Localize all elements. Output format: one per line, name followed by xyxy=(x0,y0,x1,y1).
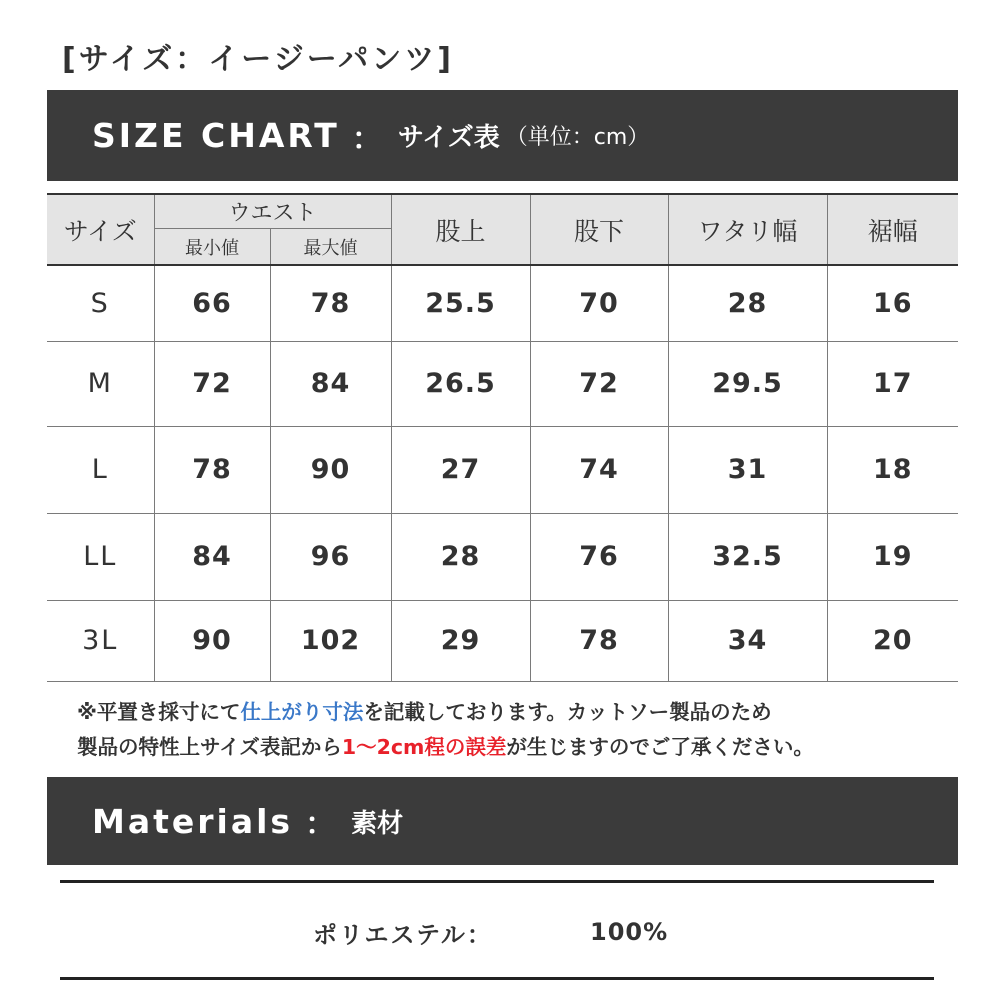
hem-width-cell: 16 xyxy=(827,265,958,341)
measurement-notes xyxy=(77,695,814,765)
inseam-cell: 74 xyxy=(530,426,668,513)
inseam-cell: 70 xyxy=(530,265,668,341)
hem-width-cell: 19 xyxy=(827,513,958,600)
thigh-width-cell: 34 xyxy=(668,600,827,681)
header-waist-min: 最小値 xyxy=(154,229,270,266)
note-text: を記載しております。カットソー製品のため xyxy=(363,700,772,724)
waist-min-cell: 84 xyxy=(154,513,270,600)
note-text: 製品の特性上サイズ表記から xyxy=(77,735,342,759)
inseam-cell: 72 xyxy=(530,341,668,426)
note-text: ※平置き採寸にて xyxy=(77,700,241,724)
table-row xyxy=(47,513,958,600)
rise-cell: 25.5 xyxy=(391,265,530,341)
waist-max-cell: 78 xyxy=(270,265,391,341)
material-name: ポリエステル： xyxy=(313,920,493,949)
hem-width-cell: 17 xyxy=(827,341,958,426)
size-label-cell: S xyxy=(47,265,154,341)
header-size: サイズ xyxy=(47,194,154,265)
table-row xyxy=(47,426,958,513)
size-label-cell: LL xyxy=(47,513,154,600)
header-rise: 股上 xyxy=(391,194,530,265)
header-inseam: 股下 xyxy=(530,194,668,265)
waist-max-cell: 102 xyxy=(270,600,391,681)
hem-width-cell: 18 xyxy=(827,426,958,513)
note-text: が生じますのでご了承ください。 xyxy=(506,735,814,759)
table-row xyxy=(47,600,958,681)
note-highlight-finished-size: 仕上がり寸法 xyxy=(240,700,364,724)
note-highlight-tolerance: 1〜2cm程の誤差 xyxy=(341,735,507,759)
waist-min-cell: 66 xyxy=(154,265,270,341)
inseam-cell: 78 xyxy=(530,600,668,681)
inseam-cell: 76 xyxy=(530,513,668,600)
size-chart-heading-ja: サイズ表 xyxy=(397,123,500,153)
rise-cell: 26.5 xyxy=(391,341,530,426)
thigh-width-cell: 31 xyxy=(668,426,827,513)
materials-heading-ja: 素材 xyxy=(351,808,404,839)
size-label-cell: L xyxy=(47,426,154,513)
material-row xyxy=(60,884,934,980)
thigh-width-cell: 32.5 xyxy=(668,513,827,600)
hem-width-cell: 20 xyxy=(827,600,958,681)
materials-banner xyxy=(47,777,958,865)
divider-top xyxy=(60,880,934,883)
waist-min-cell: 78 xyxy=(154,426,270,513)
divider-bottom xyxy=(60,977,934,980)
rise-cell: 29 xyxy=(391,600,530,681)
page-title: [サイズ：イージーパンツ] xyxy=(62,42,454,77)
rise-cell: 27 xyxy=(391,426,530,513)
waist-min-cell: 90 xyxy=(154,600,270,681)
size-chart-unit: （単位：cm） xyxy=(505,125,650,150)
materials-heading: Materials xyxy=(92,801,294,841)
waist-max-cell: 96 xyxy=(270,513,391,600)
note-line-2 xyxy=(77,730,814,765)
size-chart-banner xyxy=(47,90,958,181)
rise-cell: 28 xyxy=(391,513,530,600)
size-label-cell: M xyxy=(47,341,154,426)
size-chart-heading: SIZE CHART xyxy=(92,116,340,155)
thigh-width-cell: 29.5 xyxy=(668,341,827,426)
size-label-cell: 3L xyxy=(47,600,154,681)
thigh-width-cell: 28 xyxy=(668,265,827,341)
table-row xyxy=(47,341,958,426)
size-table xyxy=(47,193,958,682)
header-waist-max: 最大値 xyxy=(270,229,391,266)
waist-min-cell: 72 xyxy=(154,341,270,426)
note-line-1 xyxy=(77,695,814,730)
header-hem-width: 裾幅 xyxy=(827,194,958,265)
material-percentage: 100% xyxy=(590,918,669,946)
size-chart-separator: ： xyxy=(351,121,382,157)
header-thigh-width: ワタリ幅 xyxy=(668,194,827,265)
waist-max-cell: 84 xyxy=(270,341,391,426)
table-row xyxy=(47,265,958,341)
materials-separator: ： xyxy=(305,807,336,842)
header-waist: ウエスト xyxy=(154,194,391,229)
waist-max-cell: 90 xyxy=(270,426,391,513)
